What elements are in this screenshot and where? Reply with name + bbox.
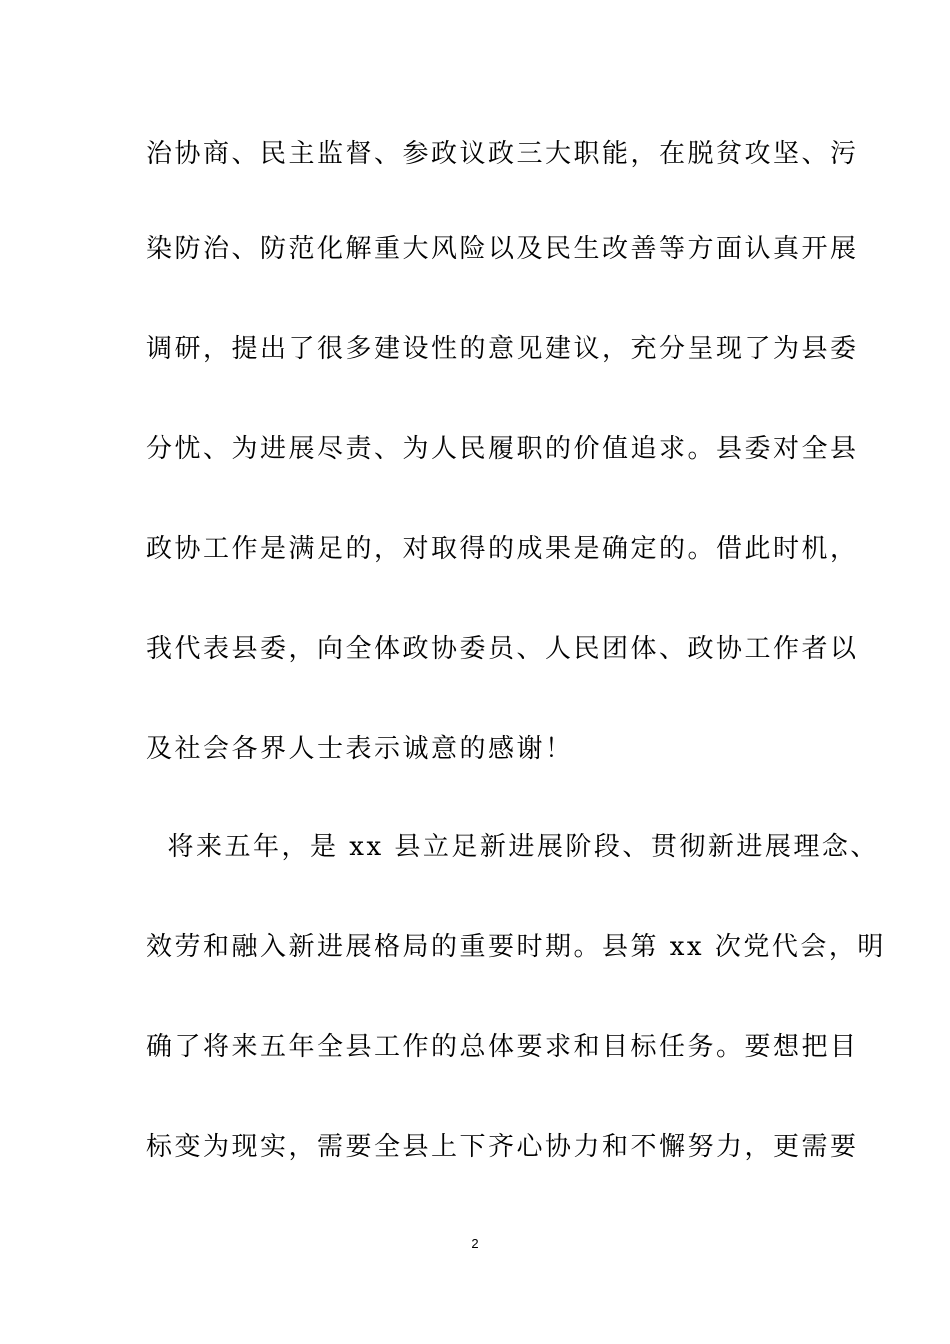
text-line: 政协工作是满足的，对取得的成果是确定的。借此时机， bbox=[146, 534, 859, 564]
text-line: 及社会各界人士表示诚意的感谢！ bbox=[146, 734, 574, 764]
text-line: 效劳和融入新进展格局的重要时期。县第 xx 次党代会，明 bbox=[146, 932, 886, 962]
text-line: 治协商、民主监督、参政议政三大职能，在脱贫攻坚、污 bbox=[146, 139, 859, 169]
text-line: 分忧、为进展尽责、为人民履职的价值追求。县委对全县 bbox=[146, 434, 859, 464]
text-line: 我代表县委，向全体政协委员、人民团体、政协工作者以 bbox=[146, 634, 859, 664]
page-number: 2 bbox=[471, 1236, 479, 1251]
text-line: 调研，提出了很多建设性的意见建议，充分呈现了为县委 bbox=[146, 334, 859, 364]
text-line: 标变为现实，需要全县上下齐心协力和不懈努力，更需要 bbox=[146, 1132, 859, 1162]
text-line: 确了将来五年全县工作的总体要求和目标任务。要想把目 bbox=[146, 1032, 859, 1062]
text-line: 染防治、防范化解重大风险以及民生改善等方面认真开展 bbox=[146, 234, 859, 264]
paragraph-first-line: 将来五年，是 xx 县立足新进展阶段、贯彻新进展理念、 bbox=[146, 832, 879, 862]
